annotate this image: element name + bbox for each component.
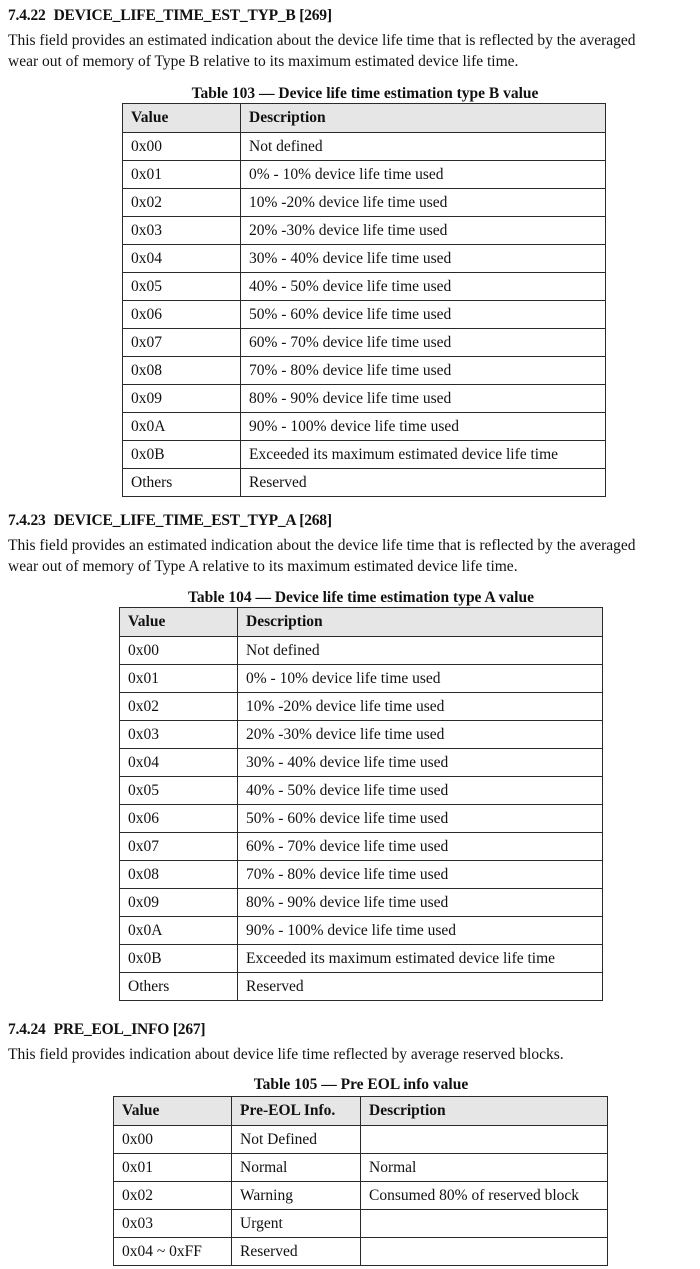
value-cell: 0x0B: [120, 945, 238, 973]
table-row: [123, 189, 606, 217]
pre-eol-info-cell: Warning: [232, 1182, 361, 1210]
section-paragraph: [8, 1044, 692, 1065]
table-row: [123, 329, 606, 357]
section-number: 7.4.22: [8, 7, 46, 24]
description-cell: 90% - 100% device life time used: [238, 917, 603, 945]
value-cell: 0x02: [114, 1182, 232, 1210]
value-cell: 0x03: [114, 1210, 232, 1238]
table-row: [123, 301, 606, 329]
table-103-caption: Table 103 — Device life time estimation type B value: [191, 85, 539, 102]
value-cell: 0x00: [123, 133, 241, 161]
table-105-caption: Table 105 — Pre EOL info value: [253, 1076, 469, 1093]
table-row: [120, 945, 603, 973]
table-104-caption: Table 104 — Device life time estimation type A value: [188, 589, 534, 606]
table-row: [123, 357, 606, 385]
value-cell: 0x06: [120, 805, 238, 833]
description-cell: 40% - 50% device life time used: [241, 273, 606, 301]
table-row: [123, 273, 606, 301]
section-title: DEVICE_LIFE_TIME_EST_TYP_A [268]: [53, 512, 332, 529]
value-cell: 0x00: [114, 1126, 232, 1154]
paragraph-line: This field provides an estimated indication about the device life time that is reflected by the averaged: [8, 32, 636, 49]
table-103: [122, 103, 606, 497]
value-cell: 0x00: [120, 637, 238, 665]
description-cell: 50% - 60% device life time used: [238, 805, 603, 833]
table-row: [120, 637, 603, 665]
value-cell: 0x05: [123, 273, 241, 301]
description-cell: 80% - 90% device life time used: [238, 889, 603, 917]
description-cell: Consumed 80% of reserved block: [361, 1182, 608, 1210]
table-104: [119, 607, 603, 1001]
value-cell: 0x07: [123, 329, 241, 357]
table-row: [120, 693, 603, 721]
table-row: [114, 1210, 608, 1238]
section-title: PRE_EOL_INFO [267]: [53, 1021, 206, 1038]
description-cell: 10% -20% device life time used: [238, 693, 603, 721]
value-cell: 0x01: [120, 665, 238, 693]
section-title: DEVICE_LIFE_TIME_EST_TYP_B [269]: [53, 7, 332, 24]
table-row: [123, 245, 606, 273]
table-row: [123, 133, 606, 161]
table-row: [123, 469, 606, 497]
value-cell: 0x07: [120, 833, 238, 861]
description-cell: [361, 1126, 608, 1154]
value-cell: 0x05: [120, 777, 238, 805]
value-cell: 0x06: [123, 301, 241, 329]
table-row: [120, 805, 603, 833]
description-cell: Normal: [361, 1154, 608, 1182]
section-heading: [8, 511, 692, 531]
column-header-pre-eol-info: Pre-EOL Info.: [232, 1097, 361, 1126]
description-cell: 10% -20% device life time used: [241, 189, 606, 217]
section-number: 7.4.23: [8, 512, 46, 529]
value-cell: 0x08: [120, 861, 238, 889]
value-cell: 0x08: [123, 357, 241, 385]
value-cell: 0x02: [120, 693, 238, 721]
section-heading: [8, 1020, 692, 1040]
description-cell: 30% - 40% device life time used: [238, 749, 603, 777]
table-row: [120, 833, 603, 861]
table-row: [114, 1182, 608, 1210]
value-cell: 0x0A: [123, 413, 241, 441]
table-row: [120, 721, 603, 749]
value-cell: 0x02: [123, 189, 241, 217]
table-row: [120, 749, 603, 777]
description-cell: Not defined: [238, 637, 603, 665]
value-cell: 0x01: [123, 161, 241, 189]
description-cell: 90% - 100% device life time used: [241, 413, 606, 441]
description-cell: 80% - 90% device life time used: [241, 385, 606, 413]
description-cell: 20% -30% device life time used: [241, 217, 606, 245]
description-cell: Reserved: [241, 469, 606, 497]
description-cell: Exceeded its maximum estimated device life time: [238, 945, 603, 973]
description-cell: 0% - 10% device life time used: [238, 665, 603, 693]
section-number: 7.4.24: [8, 1021, 46, 1038]
value-cell: Others: [120, 973, 238, 1001]
table-row: [120, 973, 603, 1001]
pre-eol-info-cell: Urgent: [232, 1210, 361, 1238]
description-cell: 30% - 40% device life time used: [241, 245, 606, 273]
value-cell: 0x0B: [123, 441, 241, 469]
table-row: [123, 217, 606, 245]
description-cell: 60% - 70% device life time used: [238, 833, 603, 861]
description-cell: Not defined: [241, 133, 606, 161]
table-105: [113, 1096, 608, 1266]
description-cell: 70% - 80% device life time used: [241, 357, 606, 385]
paragraph-line: wear out of memory of Type B relative to its maximum estimated device life time.: [8, 53, 519, 70]
value-cell: 0x04 ~ 0xFF: [114, 1238, 232, 1266]
table-row: [120, 665, 603, 693]
pre-eol-info-cell: Reserved: [232, 1238, 361, 1266]
table-row: [120, 861, 603, 889]
table-row: [114, 1154, 608, 1182]
description-cell: Exceeded its maximum estimated device life time: [241, 441, 606, 469]
value-cell: 0x03: [123, 217, 241, 245]
table-row: [114, 1238, 608, 1266]
description-cell: 0% - 10% device life time used: [241, 161, 606, 189]
description-cell: 60% - 70% device life time used: [241, 329, 606, 357]
table-row: [120, 889, 603, 917]
paragraph-line: This field provides indication about device life time reflected by average reserved blocks.: [8, 1046, 564, 1063]
value-cell: 0x09: [120, 889, 238, 917]
table-row: [120, 777, 603, 805]
description-cell: [361, 1210, 608, 1238]
table-row: [114, 1126, 608, 1154]
value-cell: Others: [123, 469, 241, 497]
description-cell: [361, 1238, 608, 1266]
description-cell: 70% - 80% device life time used: [238, 861, 603, 889]
pre-eol-info-cell: Normal: [232, 1154, 361, 1182]
description-cell: 40% - 50% device life time used: [238, 777, 603, 805]
table-header-row: [123, 104, 606, 133]
column-header-value: Value: [114, 1097, 232, 1126]
value-cell: 0x04: [123, 245, 241, 273]
paragraph-line: This field provides an estimated indication about the device life time that is reflected by the averaged: [8, 537, 636, 554]
column-header-description: Description: [241, 104, 606, 133]
section-7-4-22: [8, 6, 692, 72]
value-cell: 0x0A: [120, 917, 238, 945]
section-7-4-24: [8, 1020, 692, 1065]
table-row: [123, 385, 606, 413]
section-heading: [8, 6, 692, 26]
column-header-value: Value: [123, 104, 241, 133]
table-header-row: [114, 1097, 608, 1126]
column-header-description: Description: [238, 608, 603, 637]
value-cell: 0x01: [114, 1154, 232, 1182]
section-7-4-23: [8, 511, 692, 577]
section-paragraph: [8, 30, 692, 72]
column-header-value: Value: [120, 608, 238, 637]
description-cell: Reserved: [238, 973, 603, 1001]
value-cell: 0x09: [123, 385, 241, 413]
value-cell: 0x03: [120, 721, 238, 749]
pre-eol-info-cell: Not Defined: [232, 1126, 361, 1154]
description-cell: 50% - 60% device life time used: [241, 301, 606, 329]
table-row: [123, 161, 606, 189]
section-paragraph: [8, 535, 692, 577]
description-cell: 20% -30% device life time used: [238, 721, 603, 749]
table-header-row: [120, 608, 603, 637]
table-row: [123, 441, 606, 469]
column-header-description: Description: [361, 1097, 608, 1126]
table-row: [123, 413, 606, 441]
value-cell: 0x04: [120, 749, 238, 777]
paragraph-line: wear out of memory of Type A relative to its maximum estimated device life time.: [8, 558, 518, 575]
table-row: [120, 917, 603, 945]
